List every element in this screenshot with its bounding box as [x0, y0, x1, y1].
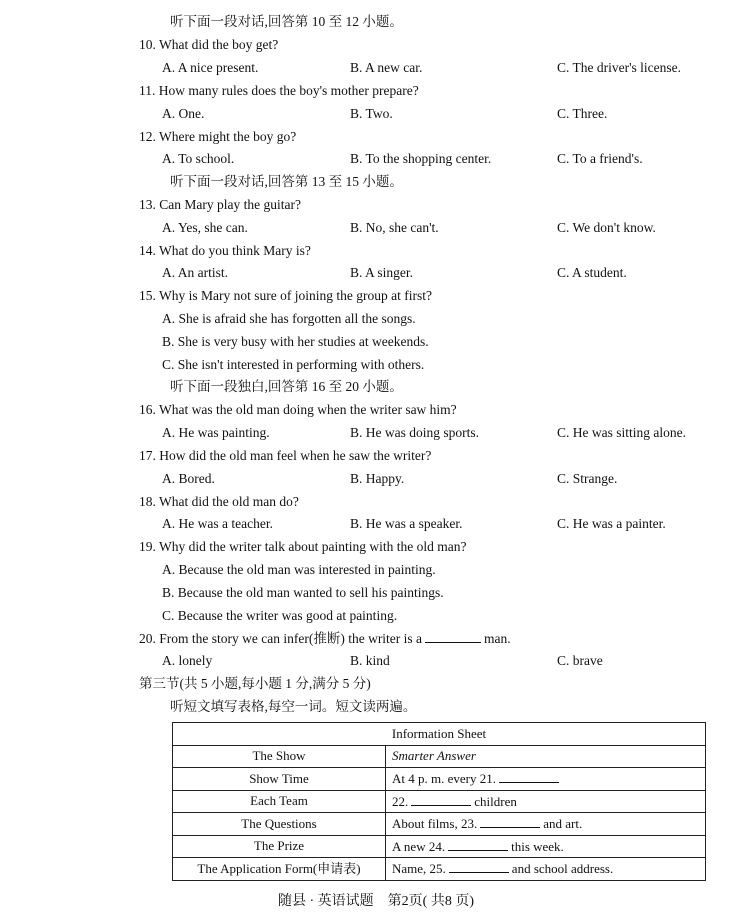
- question-20-option-c: C. brave: [557, 653, 603, 668]
- answer-blank-24: [448, 838, 508, 851]
- row-value-application-form: [386, 858, 706, 881]
- question-17-option-b: B. Happy.: [350, 471, 405, 486]
- table-row: [173, 813, 706, 836]
- table-row: [173, 745, 706, 768]
- question-12-option-b: B. To the shopping center.: [350, 151, 492, 166]
- question-20-option-a: A. lonely: [162, 653, 213, 668]
- question-19-option-b: B. Because the old man wanted to sell his paintings.: [162, 585, 444, 600]
- question-18-option-c: C. He was a painter.: [557, 516, 666, 531]
- question-10-option-a: A. A nice present.: [162, 60, 259, 75]
- question-11-option-b: B. Two.: [350, 106, 393, 121]
- each-team-text: children: [474, 793, 517, 809]
- row-value-show: Smarter Answer: [386, 745, 706, 768]
- question-19-option-c: C. Because the writer was good at painting.: [162, 608, 398, 623]
- question-15-option-b: B. She is very busy with her studies at weekends.: [162, 334, 429, 349]
- question-16-option-b: B. He was doing sports.: [350, 425, 479, 440]
- section-intro-16-20: 听下面一段独白,回答第 16 至 20 小题。: [170, 379, 403, 394]
- question-15-stem: 15. Why is Mary not sure of joining the group at first?: [139, 288, 432, 303]
- application-text: Name, 25.: [392, 861, 446, 877]
- questions-text: About films, 23.: [392, 816, 478, 832]
- page-footer: 随县 · 英语试题 第2页( 共8 页): [278, 894, 474, 909]
- question-16-option-c: C. He was sitting alone.: [557, 425, 686, 440]
- question-17-option-c: C. Strange.: [557, 471, 618, 486]
- table-title: Information Sheet: [173, 723, 706, 746]
- question-14-stem: 14. What do you think Mary is?: [139, 243, 311, 258]
- question-17-option-a: A. Bored.: [162, 471, 215, 486]
- answer-blank-20: [425, 630, 481, 643]
- section-3-title: 第三节(共 5 小题,每小题 1 分,满分 5 分): [139, 676, 371, 691]
- answer-blank-22: [411, 793, 471, 806]
- table-row: [173, 835, 706, 858]
- answer-blank-23: [480, 815, 540, 828]
- each-team-number: 22.: [392, 793, 409, 809]
- application-text-end: and school address.: [511, 861, 614, 877]
- question-12-stem: 12. Where might the boy go?: [139, 129, 297, 144]
- row-value-show-time: [386, 768, 706, 791]
- row-value-each-team: [386, 790, 706, 813]
- question-17-stem: 17. How did the old man feel when he saw the writer?: [139, 448, 432, 463]
- answer-blank-21: [499, 770, 559, 783]
- question-13-option-b: B. No, she can't.: [350, 220, 439, 235]
- question-14-option-b: B. A singer.: [350, 265, 414, 280]
- question-11-stem: 11. How many rules does the boy's mother prepare?: [139, 83, 419, 98]
- section-intro-10-12: 听下面一段对话,回答第 10 至 12 小题。: [170, 14, 403, 29]
- row-label-questions: The Questions: [173, 813, 386, 836]
- questions-text-end: and art.: [543, 816, 583, 832]
- question-10-stem: 10. What did the boy get?: [139, 37, 279, 52]
- question-12-option-a: A. To school.: [162, 151, 235, 166]
- information-sheet-table: [172, 722, 706, 881]
- question-13-option-c: C. We don't know.: [557, 220, 656, 235]
- answer-blank-25: [449, 860, 509, 873]
- question-15-option-a: A. She is afraid she has forgotten all the songs.: [162, 311, 416, 326]
- question-19-stem: 19. Why did the writer talk about painting with the old man?: [139, 539, 467, 554]
- question-16-stem: 16. What was the old man doing when the writer saw him?: [139, 402, 457, 417]
- row-label-show-time: Show Time: [173, 768, 386, 791]
- show-time-text: At 4 p. m. every 21.: [392, 771, 496, 787]
- prize-text-end: this week.: [511, 838, 564, 854]
- question-11-option-a: A. One.: [162, 106, 205, 121]
- section-3-instructions: 听短文填写表格,每空一词。短文读两遍。: [170, 699, 417, 714]
- section-intro-13-15: 听下面一段对话,回答第 13 至 15 小题。: [170, 174, 403, 189]
- table-row: [173, 790, 706, 813]
- question-18-stem: 18. What did the old man do?: [139, 494, 299, 509]
- question-13-option-a: A. Yes, she can.: [162, 220, 248, 235]
- question-20-option-b: B. kind: [350, 653, 390, 668]
- row-label-each-team: Each Team: [173, 790, 386, 813]
- row-value-prize: [386, 835, 706, 858]
- question-10-option-b: B. A new car.: [350, 60, 423, 75]
- question-14-option-c: C. A student.: [557, 265, 627, 280]
- table-row: [173, 858, 706, 881]
- row-label-show: The Show: [173, 745, 386, 768]
- table-row: [173, 723, 706, 746]
- question-19-option-a: A. Because the old man was interested in painting.: [162, 562, 436, 577]
- question-14-option-a: A. An artist.: [162, 265, 228, 280]
- question-18-option-a: A. He was a teacher.: [162, 516, 273, 531]
- question-16-option-a: A. He was painting.: [162, 425, 270, 440]
- question-20-stem-text: 20. From the story we can infer(推断) the writer is a: [139, 631, 423, 646]
- question-20-stem: [139, 630, 511, 647]
- question-20-stem-end: man.: [484, 631, 511, 646]
- table-row: [173, 768, 706, 791]
- row-label-application-form: The Application Form(申请表): [173, 858, 386, 881]
- question-15-option-c: C. She isn't interested in performing with others.: [162, 357, 425, 372]
- prize-text: A new 24.: [392, 838, 446, 854]
- row-label-prize: The Prize: [173, 835, 386, 858]
- question-11-option-c: C. Three.: [557, 106, 608, 121]
- question-18-option-b: B. He was a speaker.: [350, 516, 463, 531]
- question-12-option-c: C. To a friend's.: [557, 151, 643, 166]
- row-value-questions: [386, 813, 706, 836]
- question-13-stem: 13. Can Mary play the guitar?: [139, 197, 301, 212]
- question-10-option-c: C. The driver's license.: [557, 60, 682, 75]
